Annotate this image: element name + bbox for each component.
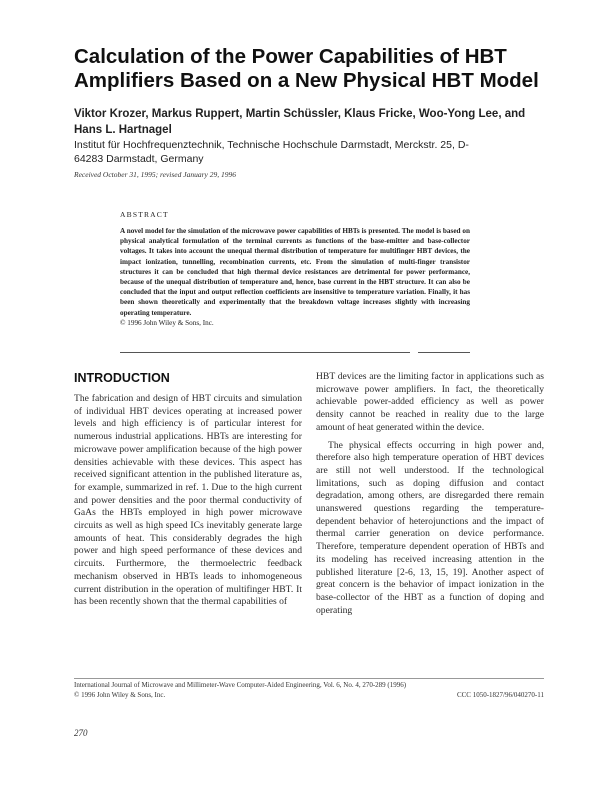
footer-ccc: CCC 1050-1827/96/040270-11 (456, 690, 544, 699)
received-date: Received October 31, 1995; revised January 29, 1996 (74, 170, 236, 179)
paragraph: The physical effects occurring in high power and, therefore also high temperature operation of HBT devices are still not well understood. If the technological limitations, such as doping diffusion and contact degradation, among others, are disregarded there remain unanswered questions regarding the temperature-dependent behavior of heterojunctions and the impact of thermal carrier generation on device performance. Therefore, temperature dependent operation of HBTs and its modeling has received increasing attention in the published literature [2-6, 13, 15, 19]. Another aspect of great concern is the behavior of impact ionization in the base-collector of the HBT as a function of doping and operating (316, 439, 544, 616)
abstract-divider-short (418, 352, 470, 353)
footer (74, 681, 544, 700)
author-list: Viktor Krozer, Markus Ruppert, Martin Schüssler, Klaus Fricke, Woo-Yong Lee, and Hans L. Hartnagel (74, 108, 526, 136)
abstract-copyright: © 1996 John Wiley & Sons, Inc. (120, 318, 214, 327)
abstract-body (120, 226, 470, 328)
page-number: 270 (74, 728, 88, 738)
footer-journal: International Journal of Microwave and Millimeter-Wave Computer-Aided Engineering, Vol. 6, No. 4, 270-289 (1996) (74, 681, 407, 689)
paragraph: HBT devices are the limiting factor in applications such as microwave power amplifiers. In fact, the theoretically achievable power-added efficiency as well as power density cannot be reached in reality due to the large amount of heat generated within the device. (316, 371, 544, 433)
paragraph: The fabrication and design of HBT circuits and simulation of individual HBT devices operating at increased power levels and high efficiency is of particular interest for numerous industrial applications. HBTs are interesting for microwave power amplification because of the high power densities achievable with these devices. This aspect has received significant attention in the published literature as, for example, summarized in ref. 1. Due to the high current and power densities and the poor thermal conductivity of GaAs the HBTs employed in high power microwave circuits as well as high speed ICs inevitably generate large amounts of heat. This considerably degrades the high power and high speed performance of these devices and circuits. Furthermore, the thermoelectric feedback mechanism observed in HBTs leads to inhomogeneous current distribution in the operation of multifinger HBT. It has been recently shown that the thermal capabilities of (74, 393, 302, 608)
abstract-text: A novel model for the simulation of the microwave power capabilities of HBTs is presented. The model is based on physical analytical formulation of the terminal currents as functions of the base-emitter and base-collector voltages. It takes into account the unequal thermal distribution of temperature for multifinger HBT devices, the impact ionization, tunnelling, recombination currents, etc. From the simulation of multi-finger transistor structures it can be concluded that high thermal device resistances are detrimental for power performance, because of the unequal distribution of temperature and, hence, base current in the HBT structure. It can also be concluded that the input and output reflection coefficients are insensitive to temperature variation. Finally, it has been shown theoretically and experimentally that the breakdown voltage increases slightly with increasing operating temperature. (120, 227, 470, 317)
affiliation: Institut für Hochfrequenztechnik, Technische Hochschule Darmstadt, Merckstr. 25, D-64283 Darmstadt, Germany (74, 139, 469, 165)
footer-copyright: © 1996 John Wiley & Sons, Inc. (74, 690, 166, 699)
paper-title: Calculation of the Power Capabilities of HBT Amplifiers Based on a New Physical HBT Model (74, 45, 539, 92)
abstract-heading: ABSTRACT (120, 210, 169, 219)
abstract-divider (120, 352, 410, 353)
section-heading-introduction: INTRODUCTION (74, 371, 170, 385)
right-column (316, 371, 544, 673)
footer-row (74, 691, 544, 701)
footer-divider (74, 678, 544, 679)
left-column (74, 393, 302, 673)
